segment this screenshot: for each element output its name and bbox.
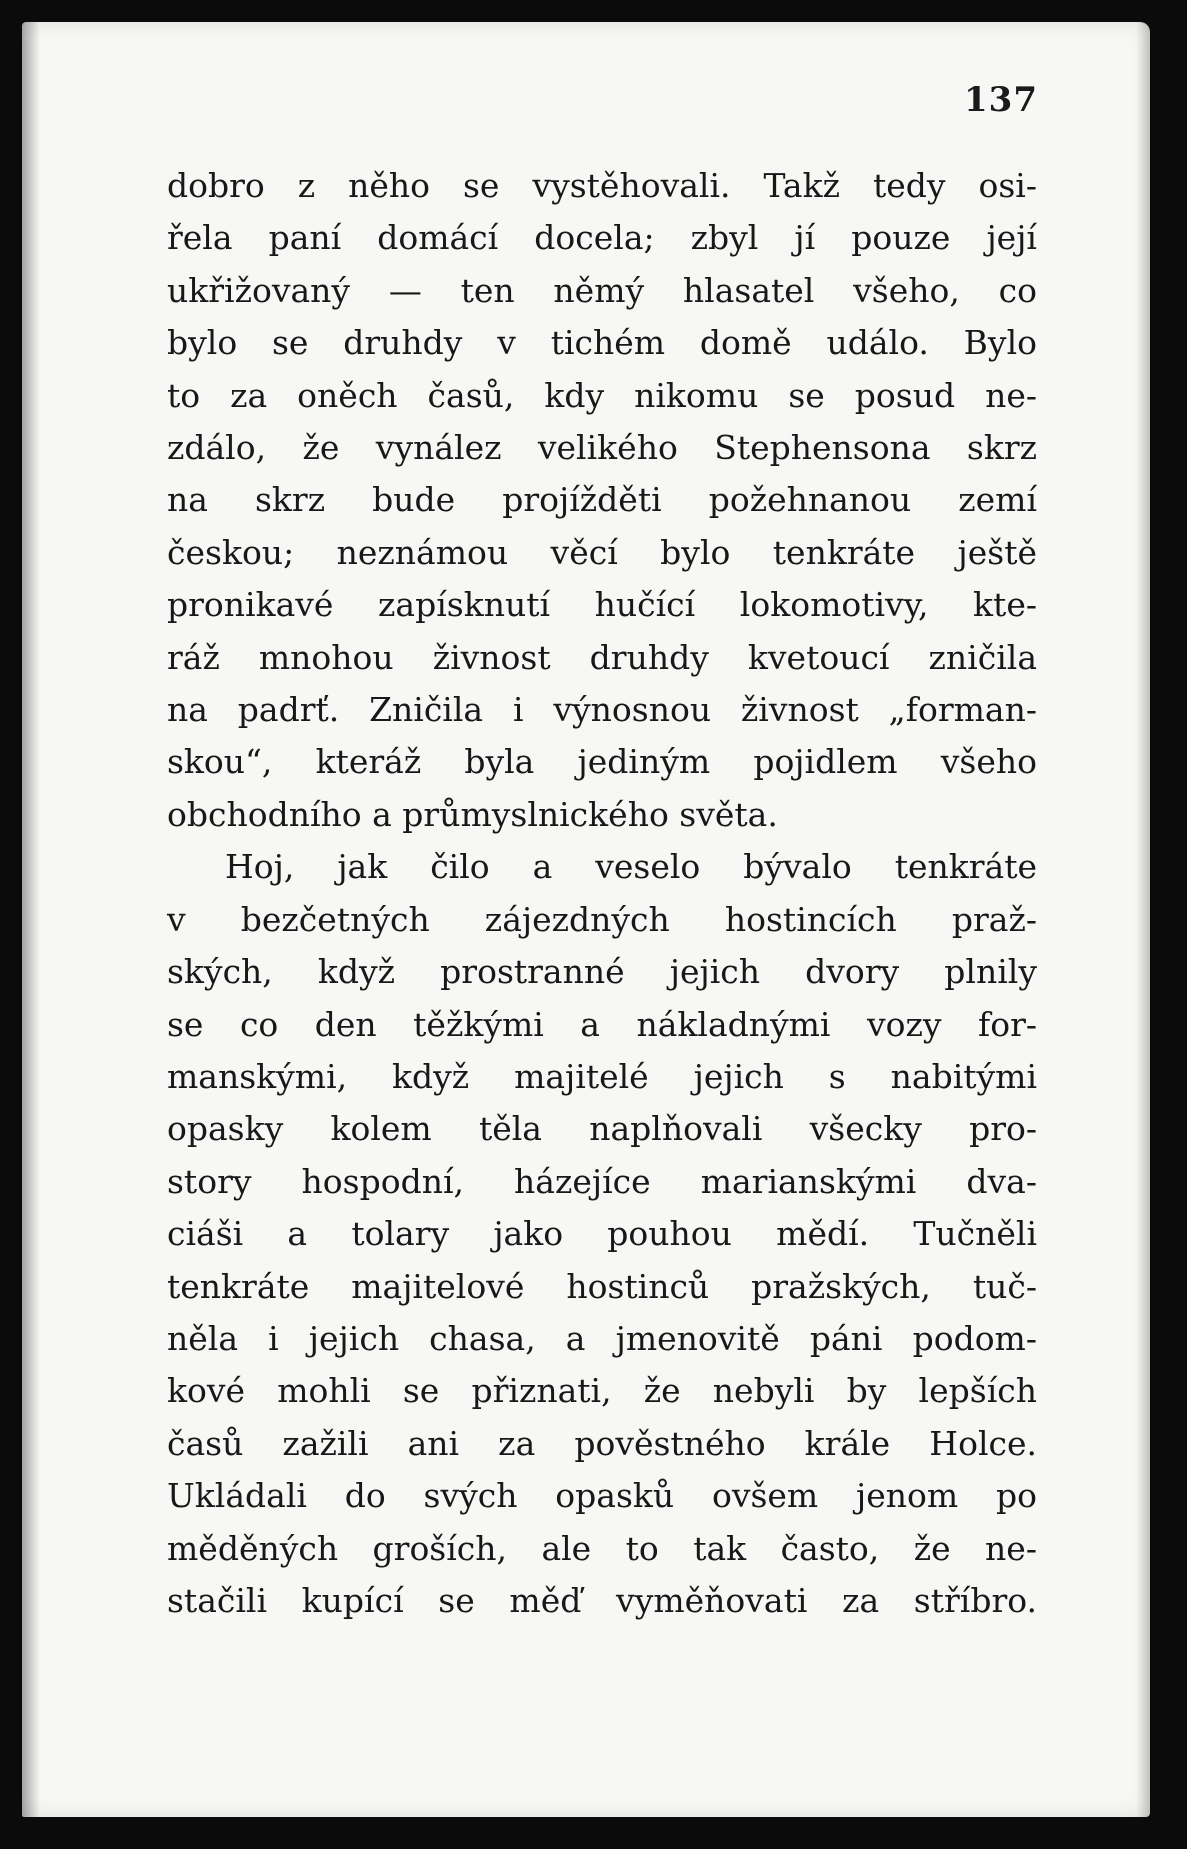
text-line: stačili kupící se měď vyměňovati za stříbro. (167, 1580, 1037, 1620)
text-line: pronikavé zapísknutí hučící lokomotivy, kte- (167, 585, 1037, 625)
text-line: to za oněch časů, kdy nikomu se posud ne- (167, 375, 1037, 415)
text-line: ráž mnohou živnost druhdy kvetoucí zničila (167, 637, 1037, 677)
text-line: v bezčetných zájezdných hostincích praž- (167, 899, 1037, 939)
text-line: ských, když prostranné jejich dvory plnily (167, 952, 1037, 992)
text-line: ukřižovaný — ten němý hlasatel všeho, co (167, 270, 1037, 310)
page-sheet (22, 22, 1150, 1817)
page-number: 137 (964, 80, 1038, 120)
text-line: tenkráte majitelové hostinců pražských, tuč- (167, 1266, 1037, 1306)
text-line: na skrz bude projížděti požehnanou zemí (167, 480, 1037, 520)
paragraph-first-line: Hoj, jak čilo a veselo bývalo tenkráte (225, 847, 1037, 887)
text-line: se co den těžkými a nákladnými vozy for- (167, 1004, 1037, 1044)
text-line: řela paní domácí docela; zbyl jí pouze její (167, 218, 1037, 258)
text-line: českou; neznámou věcí bylo tenkráte ještě (167, 532, 1037, 572)
text-line: časů zažili ani za pověstného krále Holce. (167, 1423, 1037, 1463)
page-edge-shadow (1136, 22, 1150, 1817)
text-line: zdálo, že vynález velikého Stephensona skrz (167, 428, 1037, 468)
text-line: na padrť. Zničila i výnosnou živnost „forman- (167, 690, 1037, 730)
gutter-shadow (22, 22, 40, 1817)
text-line: manskými, když majitelé jejich s nabitými (167, 1056, 1037, 1096)
text-line: bylo se druhdy v tichém domě událo. Bylo (167, 323, 1037, 363)
text-line: opasky kolem těla naplňovali všecky pro- (167, 1109, 1037, 1149)
paragraph-last-line: obchodního a průmyslnického světa. (167, 794, 778, 834)
text-line: měděných groších, ale to tak často, že ne- (167, 1528, 1037, 1568)
text-line: kové mohli se přiznati, že nebyli by lepších (167, 1371, 1037, 1411)
text-line: ciáši a tolary jako pouhou mědí. Tučněli (167, 1214, 1037, 1254)
text-line: dobro z něho se vystěhovali. Takž tedy osi- (167, 166, 1037, 205)
body-text (167, 160, 1037, 1627)
text-line: story hospodní, házejíce marianskými dva- (167, 1161, 1037, 1201)
text-line: Ukládali do svých opasků ovšem jenom po (167, 1476, 1037, 1516)
text-line: něla i jejich chasa, a jmenovitě páni podom- (167, 1318, 1037, 1358)
text-line: skou“, kteráž byla jediným pojidlem všeho (167, 742, 1037, 782)
